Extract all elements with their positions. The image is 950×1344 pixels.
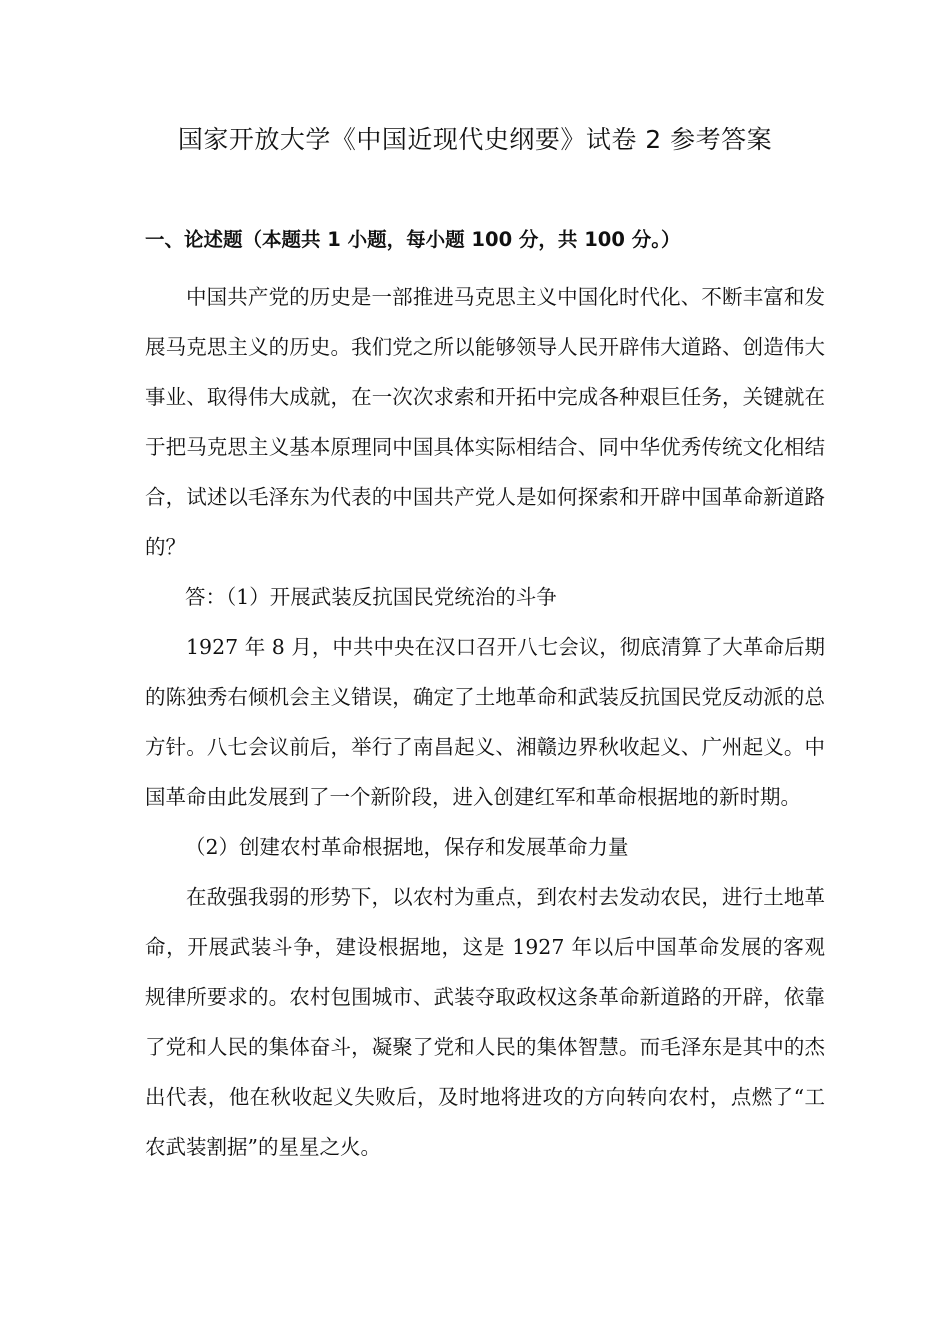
answer-point-2-heading: （2）创建农村革命根据地，保存和发展革命力量 xyxy=(184,835,629,859)
question-paragraph: 中国共产党的历史是一部推进马克思主义中国化时代化、不断丰富和发展马克思主义的历史。我们党之所以能够领导人民开辟伟大道路、创造伟大事业、取得伟大成就，在一次次求索和开拓中完成各种艰巨任务，关键就在于把马克思主义基本原理同中国具体实际相结合、同中华优秀传统文化相结合，试述以毛泽东为代表的中国共产党人是如何探索和开辟中国革命新道路的？ xyxy=(145,285,825,559)
answer-point-1-paragraph: 1927 年 8 月，中共中央在汉口召开八七会议，彻底清算了大革命后期的陈独秀右倾机会主义错误，确定了土地革命和武装反抗国民党反动派的总方针。八七会议前后，举行了南昌起义、湘赣边界秋收起义、广州起义。中国革命由此发展到了一个新阶段，进入创建红军和革命根据地的新时期。 xyxy=(145,635,825,809)
document-title: 国家开放大学《中国近现代史纲要》试卷 2 参考答案 xyxy=(177,125,773,154)
section-heading: 一、论述题（本题共 1 小题，每小题 100 分，共 100 分。） xyxy=(145,228,681,251)
answer-point-1-heading: 答：（1）开展武装反抗国民党统治的斗争 xyxy=(184,585,557,609)
answer-point-2-paragraph: 在敌强我弱的形势下，以农村为重点，到农村去发动农民，进行土地革命，开展武装斗争，建设根据地，这是 1927 年以后中国革命发展的客观规律所要求的。农村包围城市、武装夺取政权这条革命新道路的开辟，依靠了党和人民的集体奋斗，凝聚了党和人民的集体智慧。而毛泽东是其中的杰出代表，他在秋收起义失败后，及时地将进攻的方向转向农村，点燃了“工农武装割据”的星星之火。 xyxy=(145,885,825,1159)
answer-body xyxy=(145,272,825,1172)
